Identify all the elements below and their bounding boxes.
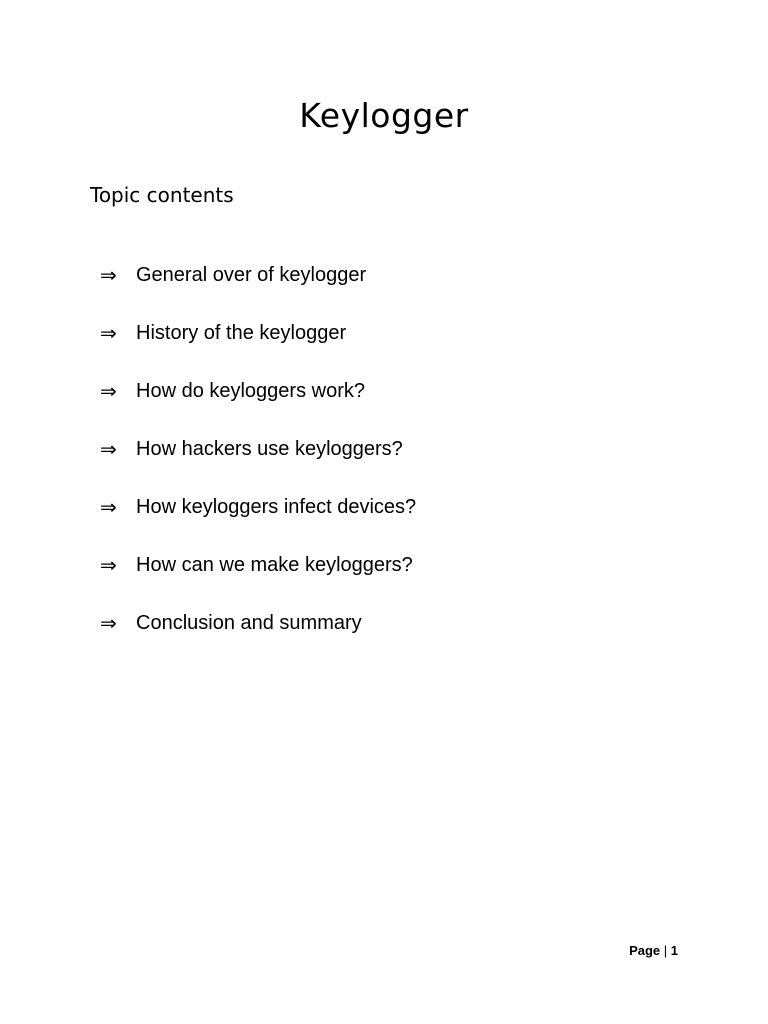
list-item (100, 304, 416, 362)
double-arrow-right-icon: ⇒ (100, 321, 117, 345)
list-item-label: How keyloggers infect devices? (136, 496, 417, 518)
list-item (100, 594, 416, 652)
list-item-label: How can we make keyloggers? (136, 554, 413, 576)
toc-list (100, 246, 416, 652)
page-footer (629, 941, 678, 961)
section-heading: Topic contents (90, 183, 234, 207)
double-arrow-right-icon: ⇒ (100, 611, 117, 635)
list-item-label: Conclusion and summary (136, 612, 362, 634)
double-arrow-right-icon: ⇒ (100, 263, 117, 287)
double-arrow-right-icon: ⇒ (100, 437, 117, 461)
page-separator: | (660, 943, 671, 958)
page-title: Keylogger (299, 96, 469, 135)
page-number: 1 (670, 943, 678, 958)
double-arrow-right-icon: ⇒ (100, 553, 117, 577)
double-arrow-right-icon: ⇒ (100, 495, 117, 519)
list-item-label: How hackers use keyloggers? (136, 438, 403, 460)
page-label: Page (629, 943, 661, 958)
list-item (100, 362, 416, 420)
list-item (100, 246, 416, 304)
list-item-label: History of the keylogger (136, 322, 347, 344)
list-item (100, 478, 416, 536)
list-item-label: General over of keylogger (136, 264, 367, 286)
double-arrow-right-icon: ⇒ (100, 379, 117, 403)
list-item-label: How do keyloggers work? (136, 380, 365, 402)
list-item (100, 420, 416, 478)
list-item (100, 536, 416, 594)
